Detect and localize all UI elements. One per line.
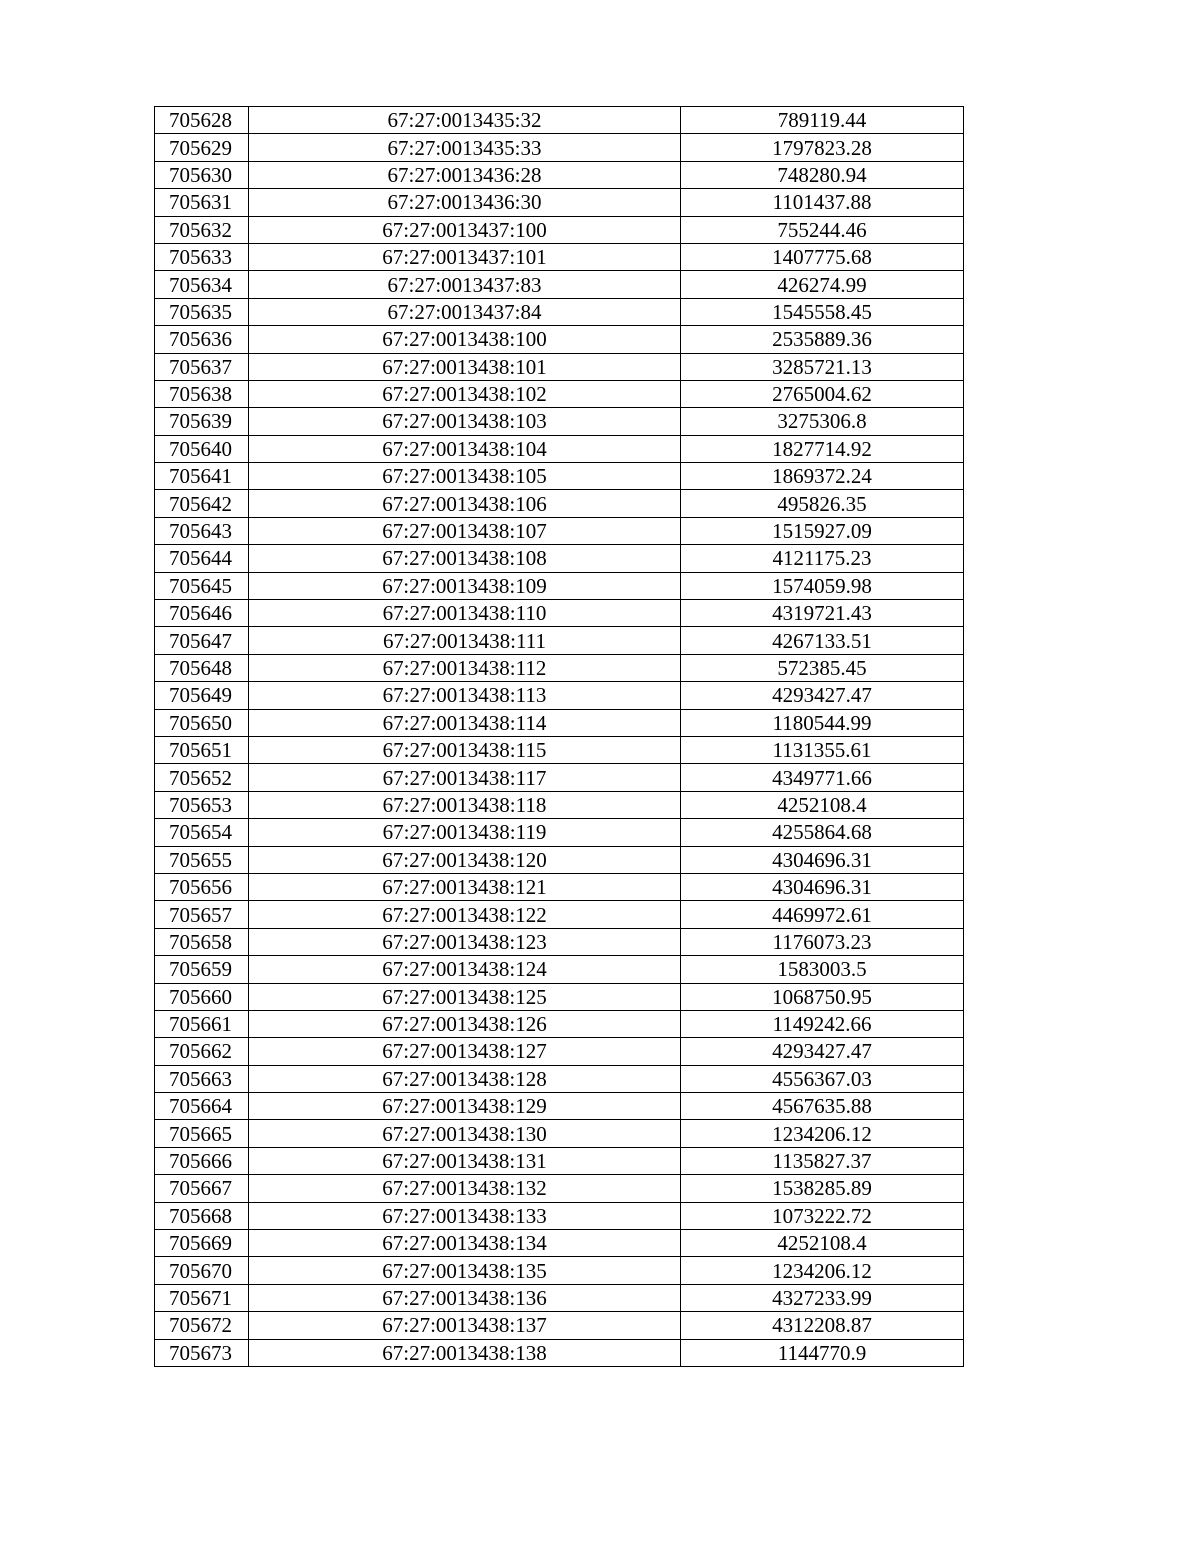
row-id-cell: 705654 <box>155 819 249 846</box>
cadastral-number-cell: 67:27:0013438:103 <box>249 408 681 435</box>
table-row <box>155 1339 964 1366</box>
cadastral-number-cell: 67:27:0013436:30 <box>249 189 681 216</box>
cadastral-number-cell: 67:27:0013438:112 <box>249 654 681 681</box>
cadastral-number-cell: 67:27:0013438:133 <box>249 1202 681 1229</box>
table-row <box>155 1147 964 1174</box>
value-cell: 4252108.4 <box>681 1230 964 1257</box>
value-cell: 4255864.68 <box>681 819 964 846</box>
row-id-cell: 705666 <box>155 1147 249 1174</box>
value-cell: 4304696.31 <box>681 846 964 873</box>
cadastral-number-cell: 67:27:0013437:84 <box>249 298 681 325</box>
table-row <box>155 654 964 681</box>
value-cell: 1101437.88 <box>681 189 964 216</box>
table-row <box>155 600 964 627</box>
row-id-cell: 705662 <box>155 1038 249 1065</box>
table-row <box>155 463 964 490</box>
table-row <box>155 326 964 353</box>
table-row <box>155 682 964 709</box>
value-cell: 1234206.12 <box>681 1257 964 1284</box>
table-row <box>155 846 964 873</box>
table-row <box>155 1312 964 1339</box>
table-row <box>155 545 964 572</box>
cadastral-number-cell: 67:27:0013438:111 <box>249 627 681 654</box>
value-cell: 1869372.24 <box>681 463 964 490</box>
value-cell: 2535889.36 <box>681 326 964 353</box>
row-id-cell: 705644 <box>155 545 249 572</box>
cadastral-number-cell: 67:27:0013435:32 <box>249 107 681 134</box>
table-row <box>155 956 964 983</box>
table-body <box>155 107 964 1367</box>
cadastral-number-cell: 67:27:0013438:114 <box>249 709 681 736</box>
table-row <box>155 709 964 736</box>
value-cell: 4267133.51 <box>681 627 964 654</box>
table-row <box>155 764 964 791</box>
cadastral-number-cell: 67:27:0013438:137 <box>249 1312 681 1339</box>
row-id-cell: 705652 <box>155 764 249 791</box>
value-cell: 4252108.4 <box>681 791 964 818</box>
cadastral-number-cell: 67:27:0013438:107 <box>249 517 681 544</box>
row-id-cell: 705630 <box>155 161 249 188</box>
table-row <box>155 408 964 435</box>
cadastral-number-cell: 67:27:0013437:101 <box>249 243 681 270</box>
cadastral-number-cell: 67:27:0013437:83 <box>249 271 681 298</box>
row-id-cell: 705643 <box>155 517 249 544</box>
value-cell: 426274.99 <box>681 271 964 298</box>
value-cell: 1545558.45 <box>681 298 964 325</box>
table-row <box>155 901 964 928</box>
table-row <box>155 1230 964 1257</box>
row-id-cell: 705668 <box>155 1202 249 1229</box>
table-row <box>155 134 964 161</box>
row-id-cell: 705646 <box>155 600 249 627</box>
value-cell: 1234206.12 <box>681 1120 964 1147</box>
table-row <box>155 791 964 818</box>
row-id-cell: 705640 <box>155 435 249 462</box>
value-cell: 4293427.47 <box>681 682 964 709</box>
row-id-cell: 705628 <box>155 107 249 134</box>
value-cell: 1176073.23 <box>681 928 964 955</box>
row-id-cell: 705638 <box>155 380 249 407</box>
row-id-cell: 705636 <box>155 326 249 353</box>
table-row <box>155 517 964 544</box>
row-id-cell: 705661 <box>155 1010 249 1037</box>
cadastral-number-cell: 67:27:0013438:121 <box>249 873 681 900</box>
row-id-cell: 705648 <box>155 654 249 681</box>
cadastral-number-cell: 67:27:0013438:128 <box>249 1065 681 1092</box>
value-cell: 755244.46 <box>681 216 964 243</box>
row-id-cell: 705629 <box>155 134 249 161</box>
table-row <box>155 298 964 325</box>
table-row <box>155 271 964 298</box>
value-cell: 4349771.66 <box>681 764 964 791</box>
value-cell: 3285721.13 <box>681 353 964 380</box>
cadastral-number-cell: 67:27:0013438:113 <box>249 682 681 709</box>
value-cell: 1068750.95 <box>681 983 964 1010</box>
row-id-cell: 705667 <box>155 1175 249 1202</box>
value-cell: 1135827.37 <box>681 1147 964 1174</box>
cadastral-number-cell: 67:27:0013438:123 <box>249 928 681 955</box>
cadastral-number-cell: 67:27:0013438:119 <box>249 819 681 846</box>
cadastral-number-cell: 67:27:0013438:105 <box>249 463 681 490</box>
row-id-cell: 705656 <box>155 873 249 900</box>
value-cell: 4312208.87 <box>681 1312 964 1339</box>
table-row <box>155 1120 964 1147</box>
row-id-cell: 705671 <box>155 1284 249 1311</box>
table-row <box>155 1038 964 1065</box>
table-row <box>155 107 964 134</box>
cadastral-number-cell: 67:27:0013438:129 <box>249 1093 681 1120</box>
value-cell: 1797823.28 <box>681 134 964 161</box>
table-row <box>155 1093 964 1120</box>
table-row <box>155 435 964 462</box>
cadastral-number-cell: 67:27:0013438:104 <box>249 435 681 462</box>
row-id-cell: 705670 <box>155 1257 249 1284</box>
table-row <box>155 1175 964 1202</box>
cadastral-number-cell: 67:27:0013438:134 <box>249 1230 681 1257</box>
table-row <box>155 873 964 900</box>
table-row <box>155 928 964 955</box>
value-cell: 1583003.5 <box>681 956 964 983</box>
value-cell: 4121175.23 <box>681 545 964 572</box>
value-cell: 4556367.03 <box>681 1065 964 1092</box>
table-row <box>155 1284 964 1311</box>
row-id-cell: 705631 <box>155 189 249 216</box>
cadastral-number-cell: 67:27:0013438:132 <box>249 1175 681 1202</box>
cadastral-number-cell: 67:27:0013438:127 <box>249 1038 681 1065</box>
value-cell: 1073222.72 <box>681 1202 964 1229</box>
value-cell: 1574059.98 <box>681 572 964 599</box>
value-cell: 1144770.9 <box>681 1339 964 1366</box>
value-cell: 748280.94 <box>681 161 964 188</box>
row-id-cell: 705635 <box>155 298 249 325</box>
value-cell: 1515927.09 <box>681 517 964 544</box>
row-id-cell: 705642 <box>155 490 249 517</box>
cadastral-number-cell: 67:27:0013438:102 <box>249 380 681 407</box>
value-cell: 789119.44 <box>681 107 964 134</box>
row-id-cell: 705653 <box>155 791 249 818</box>
cadastral-number-cell: 67:27:0013438:138 <box>249 1339 681 1366</box>
row-id-cell: 705649 <box>155 682 249 709</box>
table-row <box>155 353 964 380</box>
row-id-cell: 705634 <box>155 271 249 298</box>
table-row <box>155 572 964 599</box>
row-id-cell: 705641 <box>155 463 249 490</box>
table-row <box>155 819 964 846</box>
table-row <box>155 1257 964 1284</box>
cadastral-number-cell: 67:27:0013438:106 <box>249 490 681 517</box>
value-cell: 3275306.8 <box>681 408 964 435</box>
value-cell: 1131355.61 <box>681 736 964 763</box>
table-row <box>155 243 964 270</box>
data-table <box>154 106 964 1367</box>
value-cell: 1407775.68 <box>681 243 964 270</box>
row-id-cell: 705663 <box>155 1065 249 1092</box>
row-id-cell: 705632 <box>155 216 249 243</box>
cadastral-number-cell: 67:27:0013438:101 <box>249 353 681 380</box>
cadastral-number-cell: 67:27:0013435:33 <box>249 134 681 161</box>
value-cell: 495826.35 <box>681 490 964 517</box>
row-id-cell: 705650 <box>155 709 249 736</box>
cadastral-number-cell: 67:27:0013438:135 <box>249 1257 681 1284</box>
row-id-cell: 705659 <box>155 956 249 983</box>
row-id-cell: 705655 <box>155 846 249 873</box>
cadastral-number-cell: 67:27:0013438:110 <box>249 600 681 627</box>
cadastral-number-cell: 67:27:0013438:126 <box>249 1010 681 1037</box>
table-row <box>155 983 964 1010</box>
table-row <box>155 161 964 188</box>
table-row <box>155 1202 964 1229</box>
cadastral-number-cell: 67:27:0013438:108 <box>249 545 681 572</box>
table-row <box>155 189 964 216</box>
row-id-cell: 705645 <box>155 572 249 599</box>
row-id-cell: 705633 <box>155 243 249 270</box>
row-id-cell: 705658 <box>155 928 249 955</box>
value-cell: 4319721.43 <box>681 600 964 627</box>
cadastral-number-cell: 67:27:0013438:109 <box>249 572 681 599</box>
cadastral-number-cell: 67:27:0013438:118 <box>249 791 681 818</box>
value-cell: 1149242.66 <box>681 1010 964 1037</box>
cadastral-number-cell: 67:27:0013438:115 <box>249 736 681 763</box>
cadastral-number-cell: 67:27:0013438:122 <box>249 901 681 928</box>
value-cell: 4293427.47 <box>681 1038 964 1065</box>
cadastral-number-cell: 67:27:0013437:100 <box>249 216 681 243</box>
value-cell: 4327233.99 <box>681 1284 964 1311</box>
row-id-cell: 705664 <box>155 1093 249 1120</box>
table-row <box>155 1065 964 1092</box>
value-cell: 2765004.62 <box>681 380 964 407</box>
table-row <box>155 627 964 654</box>
value-cell: 572385.45 <box>681 654 964 681</box>
cadastral-number-cell: 67:27:0013438:100 <box>249 326 681 353</box>
value-cell: 4567635.88 <box>681 1093 964 1120</box>
value-cell: 1827714.92 <box>681 435 964 462</box>
row-id-cell: 705673 <box>155 1339 249 1366</box>
row-id-cell: 705660 <box>155 983 249 1010</box>
table-row <box>155 490 964 517</box>
row-id-cell: 705651 <box>155 736 249 763</box>
value-cell: 1180544.99 <box>681 709 964 736</box>
cadastral-number-cell: 67:27:0013438:136 <box>249 1284 681 1311</box>
table-row <box>155 736 964 763</box>
value-cell: 4469972.61 <box>681 901 964 928</box>
row-id-cell: 705665 <box>155 1120 249 1147</box>
cadastral-number-cell: 67:27:0013438:130 <box>249 1120 681 1147</box>
cadastral-number-cell: 67:27:0013436:28 <box>249 161 681 188</box>
cadastral-number-cell: 67:27:0013438:131 <box>249 1147 681 1174</box>
row-id-cell: 705669 <box>155 1230 249 1257</box>
row-id-cell: 705637 <box>155 353 249 380</box>
cadastral-number-cell: 67:27:0013438:117 <box>249 764 681 791</box>
cadastral-number-cell: 67:27:0013438:120 <box>249 846 681 873</box>
value-cell: 4304696.31 <box>681 873 964 900</box>
value-cell: 1538285.89 <box>681 1175 964 1202</box>
row-id-cell: 705657 <box>155 901 249 928</box>
table-row <box>155 1010 964 1037</box>
table-row <box>155 380 964 407</box>
row-id-cell: 705639 <box>155 408 249 435</box>
cadastral-number-cell: 67:27:0013438:125 <box>249 983 681 1010</box>
row-id-cell: 705672 <box>155 1312 249 1339</box>
row-id-cell: 705647 <box>155 627 249 654</box>
table-row <box>155 216 964 243</box>
cadastral-number-cell: 67:27:0013438:124 <box>249 956 681 983</box>
